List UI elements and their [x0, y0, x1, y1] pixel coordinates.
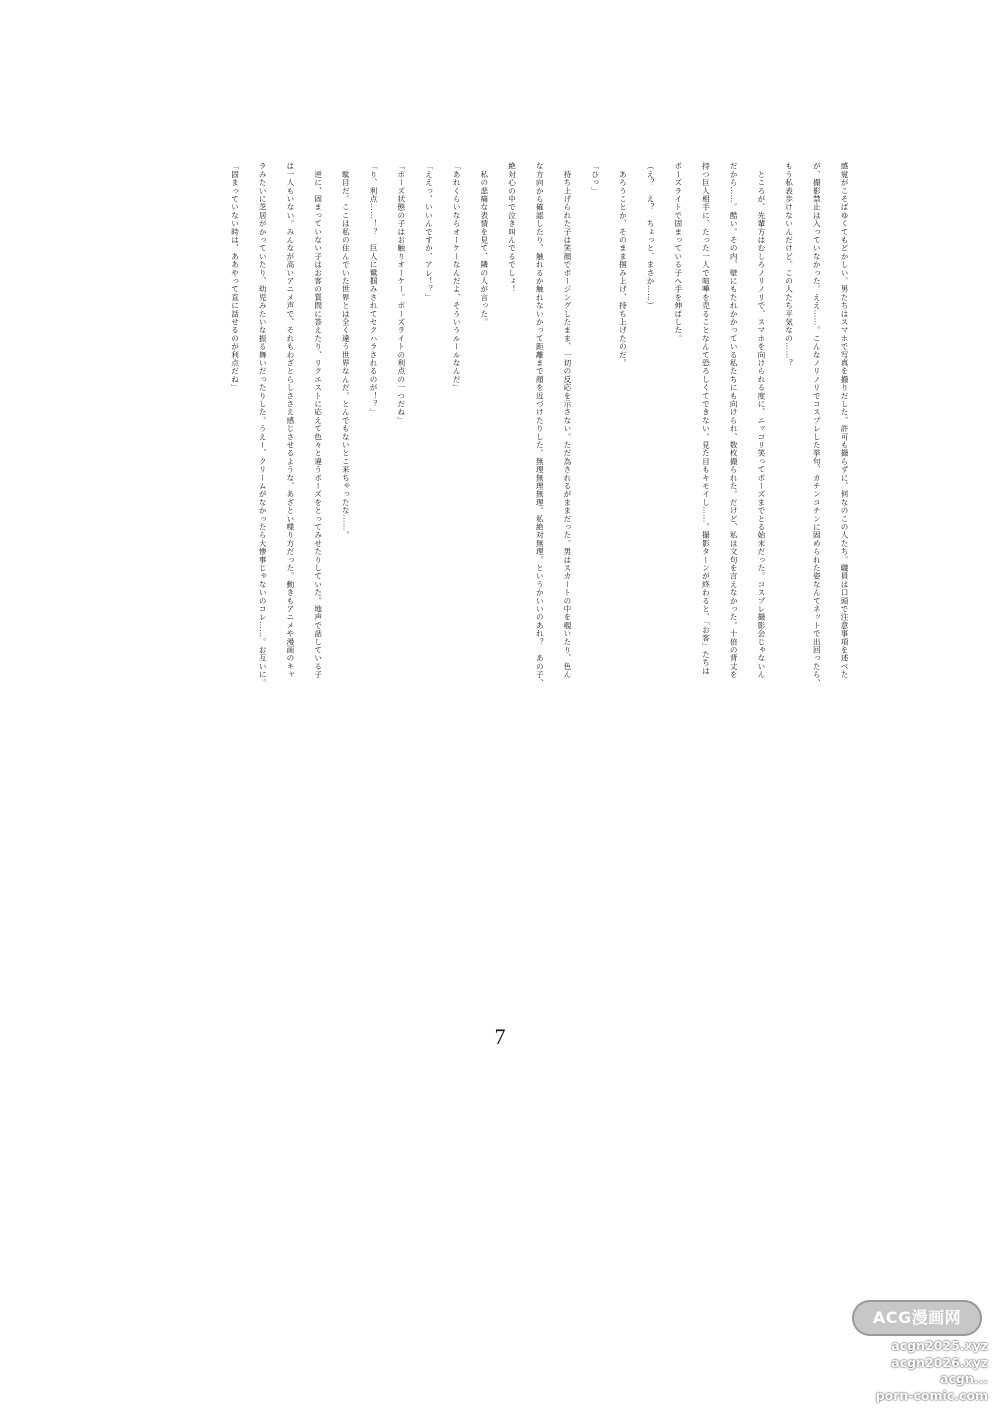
- text-line: だから……。酷い。その内、壁にもたれかかっている私たちにも向けられ、数枚撮られた。だけど、私は文句を言えなかった。十倍の背丈を: [729, 162, 739, 679]
- text-line: が、撮影禁止は入っていなかった。ええ……。こんなノリノリでコスプレした挙句、カチンコチンに固められた姿なんてネットで出回ったら、: [812, 162, 822, 687]
- text-line: ところが、先輩方はむしろノリノリで、スマホを向けられる度に、ニッコリ笑ってポーズまでとる始末だった。コスプレ撮影会じゃないん: [756, 162, 766, 679]
- watermark-url: porn-comic.com: [875, 1387, 988, 1403]
- text-line: 持ち上げられた子は笑顔でポージングしたまま、一切の反応を示さない。ただ為されるがままだった。男はスカートの中を覗いたり、色ん: [562, 162, 572, 679]
- watermark-url: acgn2026.xyz: [891, 1354, 988, 1370]
- text-line: 絶対心の中で泣き叫んでるでしょ！: [507, 162, 517, 294]
- text-line: ポーズライトで固まっている子へ手を伸ばした。: [673, 162, 683, 343]
- text-line: 駄目だ。ここは私の住んでいた世界とは全く違う世界なんだ。とんでもないとこ来ちゃったな……。: [341, 162, 351, 540]
- text-line: ラみたいに芝居がかっていたり、幼児みたいな振る舞いだったりした。うえー、クリームがなかったら大惨事じゃないのコレ……。お互いに。: [258, 162, 268, 687]
- text-line: な方向から確認したり、触れるか触れないかって距離まで顔を近づけたりした。無理無理無理。私絶対無理。というかいいのあれ？ あの子、: [535, 162, 545, 687]
- watermark-url: acgn2025.xyz: [891, 1338, 988, 1353]
- text-line: 「固まっていない時は、ああやって直に話せるのが利点だね」: [230, 162, 240, 392]
- watermark-logo-text: ACG漫画网: [872, 1308, 962, 1327]
- text-line: は一人もいない。みんなが高いアニメ声で、それもわざとらしささえ感じさせるような、あざとい喋り方だった。動きもアニメや漫画のキャ: [285, 162, 295, 679]
- text-line: 感覚がこそばゆくてもどかしい。男たちはスマホで写真を撮りだした。許可も撮らずに、何なのこの人たち。職員は口頭で注意事項を述べた: [840, 162, 849, 679]
- watermark-urls: [840, 1338, 988, 1404]
- text-line: もう私表歩けないんだけど。この人たち平気なの……？: [784, 162, 794, 367]
- text-line: 「り、利点……！？ 巨人に鷲掴みされてセクハラされるのが！？」: [369, 162, 379, 417]
- page-number: 7: [494, 1024, 506, 1049]
- text-line: 「ひっ」: [590, 162, 600, 195]
- vertical-text-body: [221, 162, 858, 687]
- text-line: 「ポーズ状態の子はお触りオーケー。ポーズライトの利点の一つだね」: [396, 162, 406, 425]
- watermark-logo: [852, 1300, 982, 1336]
- text-line: （え？ え？ ちょっと、まさか……）: [646, 162, 656, 310]
- text-line: 逆に、固まっていない子はお客の質問に答えたり、リクエストに応えて色々と違うポーズをとってみせたりしていた。地声で話している子: [313, 162, 323, 679]
- text-line: 私の悲痛な表情を見て、隣の人が言った。: [479, 162, 489, 326]
- text-line: 「あれくらいならオーケーなんだよ、そういうルールなんだ」: [452, 162, 462, 392]
- watermark-url: acgn...: [940, 1371, 988, 1386]
- site-watermark: [840, 1300, 988, 1406]
- text-line: あろうことか、そのまま掴み上げ、持ち上げたのだ。: [618, 162, 628, 367]
- text-line: 「ええっ、いいんですか、アレ！？」: [424, 162, 434, 302]
- text-line: 持つ巨人相手に、たった一人で喧嘩を売ることなんて恐ろしくてできない。見た目もキモイし……。撮影ターンが終わると、「お客」たちは: [701, 162, 711, 675]
